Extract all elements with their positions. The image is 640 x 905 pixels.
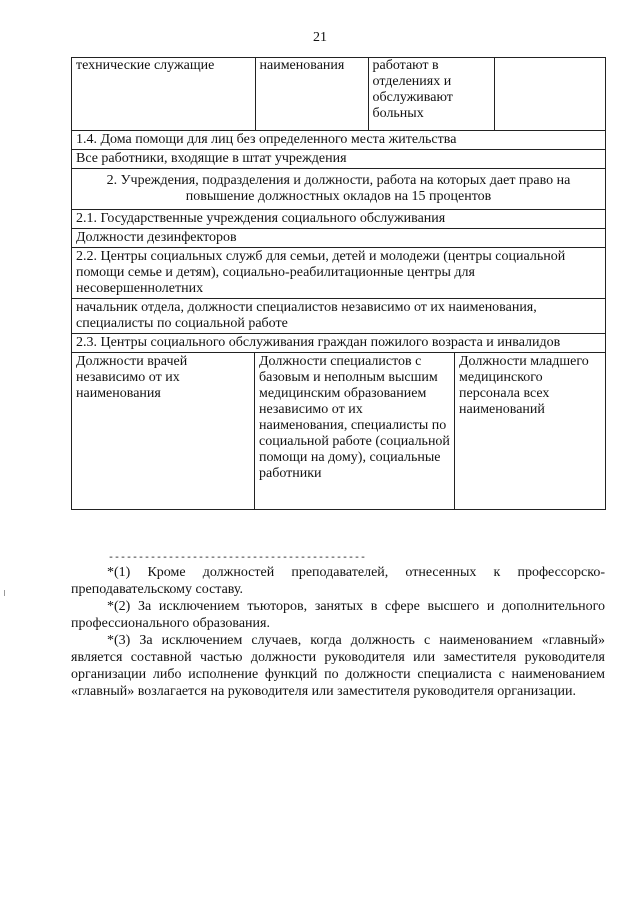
section-heading: 2.3. Центры социального обслуживания граждан пожилого возраста и инвалидов	[72, 334, 606, 353]
table-row	[72, 58, 606, 131]
table-row	[72, 131, 606, 150]
table-cell: Должности младшего медицинского персонала всех наименований	[455, 353, 606, 510]
table-row	[72, 334, 606, 353]
table-cell: Должности специалистов с базовым и неполным высшим медицинским образованием независимо от их наименования, специалисты по социальной работе (социальной помощи на дому), социальные работники	[255, 353, 455, 510]
table-cell: Все работники, входящие в штат учреждения	[72, 150, 606, 169]
table-cell: Должности врачей независимо от их наименования	[72, 353, 255, 510]
table-row	[72, 169, 606, 210]
table-cell: начальник отдела, должности специалистов независимо от их наименования, специалисты по социальной работе	[72, 299, 606, 334]
table-cell	[494, 58, 606, 130]
table-row	[72, 248, 606, 299]
section-heading: 2.1. Государственные учреждения социального обслуживания	[72, 210, 606, 229]
table-cell	[72, 58, 606, 131]
footnote-1: *(1) Кроме должностей преподавателей, отнесенных к профессорско-преподавательскому составу.	[71, 565, 605, 597]
table-cell: работают в отделениях и обслуживают больных	[368, 58, 494, 130]
table-row	[72, 150, 606, 169]
table-row	[72, 353, 606, 510]
section-heading: 2. Учреждения, подразделения и должности, работа на которых дает право на повышение должностных окладов на 15 процентов	[72, 169, 606, 210]
table-row	[72, 299, 606, 334]
table-cell: Должности дезинфекторов	[72, 229, 606, 248]
table-row	[72, 210, 606, 229]
footnote-separator: -------------------------------------------	[108, 553, 367, 564]
row-subtable	[72, 58, 606, 130]
table-row	[72, 229, 606, 248]
footnotes	[71, 564, 605, 700]
footnote-2: *(2) За исключением тьюторов, занятых в сфере высшего и дополнительного профессионального образования.	[71, 599, 605, 631]
section-heading: 1.4. Дома помощи для лиц без определенного места жительства	[72, 131, 606, 150]
page-number: 21	[313, 30, 327, 45]
table-cell: наименования	[255, 58, 368, 130]
footnote-3: *(3) За исключением случаев, когда должность с наименованием «главный» является составной частью должности руководителя или заместителя руководителя организации либо исполнение функций по должности специалиста с наименованием «главный» возлагается на руководителя или заместителя руководителя организации.	[71, 633, 605, 699]
table-cell: технические служащие	[72, 58, 255, 130]
section-heading: 2.2. Центры социальных служб для семьи, детей и молодежи (центры социальной помощи семье и детям), социально-реабилитационные центры для несовершеннолетних	[72, 248, 606, 299]
margin-mark	[4, 590, 5, 596]
positions-table	[71, 57, 606, 510]
